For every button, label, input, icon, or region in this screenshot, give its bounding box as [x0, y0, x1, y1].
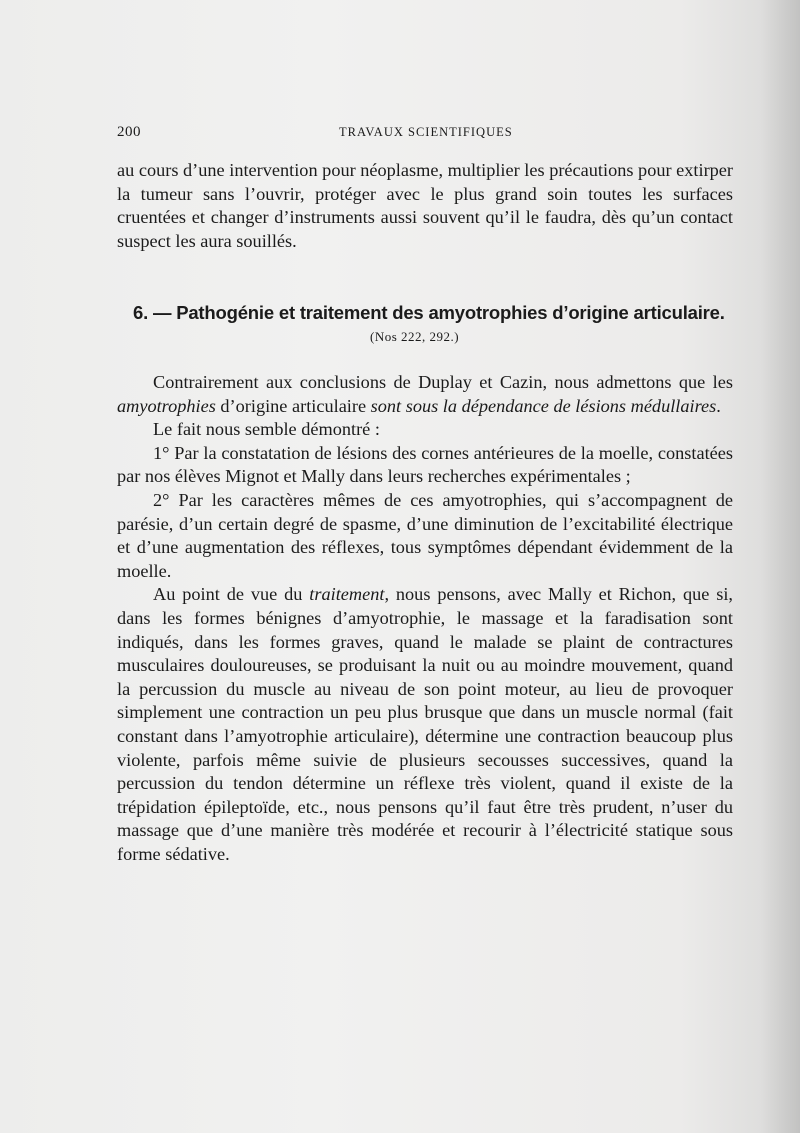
p1-start: Contrairement aux conclusions de Duplay et Cazin, nous admettons que les: [153, 372, 733, 392]
p1-term: amyotrophies: [117, 395, 216, 416]
p1-middle: d’origine articulaire: [215, 395, 371, 416]
body-paragraph-5: [117, 583, 733, 866]
section-reference: (Nos 222, 292.): [370, 329, 460, 344]
p5-start: Au point de vue du: [153, 584, 310, 605]
body-paragraph-2: Le fait nous semble démontré :: [153, 419, 380, 440]
intro-paragraph-block: [117, 159, 733, 253]
page-edge-shadow: [760, 0, 800, 1133]
page-number: 200: [117, 124, 141, 140]
running-title: TRAVAUX SCIENTIFIQUES: [339, 125, 513, 139]
body-paragraph-3: 1° Par la constatation de lésions des cornes antérieures de la moelle, constatées par nos élèves Mignot et Mally dans leurs recherches expérimentales ;: [117, 442, 733, 487]
p1-end: .: [716, 395, 721, 416]
page-header: [117, 124, 727, 144]
body-paragraph-4: 2° Par les caractères mêmes de ces amyotrophies, qui s’accompagnent de parésie, d’un certain degré de spasme, d’une diminution de l’excitabilité électrique et d’une augmentation des réflexes, tous symptômes dépendant évidemment de la moelle.: [117, 489, 733, 581]
intro-paragraph: au cours d’une intervention pour néoplasme, multiplier les précautions pour extirper la tumeur sans l’ouvrir, protéger avec le plus grand soin toutes les surfaces cruentées et changer d’instruments aussi souvent qu’il le faudra, dès qu’un contact suspect les aura souillés.: [117, 160, 733, 251]
p5-term: traitement: [309, 584, 385, 605]
section-body: [117, 371, 733, 866]
section-heading: 6. — Pathogénie et traitement des amyotrophies d’origine articulaire.: [133, 302, 725, 323]
p1-emphasis: sont sous la dépendance de lésions médullaires: [370, 395, 717, 416]
p5-rest: , nous pensons, avec Mally et Richon, que si, dans les formes bénignes d’amyotrophie, le massage et la faradisation sont indiqués, dans les formes graves, quand le malade se plaint de contractures musculaires douloureuses, se produisant la nuit ou au moindre mouvement, quand la percussion du muscle au niveau de son point moteur, au lieu de provoquer simplement une contraction un peu plus brusque que dans un muscle normal (fait constant dans l’amyotrophie articulaire), détermine une contraction beaucoup plus violente, parfois même suivie de plusieurs secousses successives, quand la percussion du tendon détermine un réflexe très violent, quand il existe de la trépidation épileptoïde, etc., nous pensons qu’il faut être très prudent, n’user du massage que d’une manière très modérée et recourir à l’électricité statique sous forme sédative.: [117, 584, 733, 864]
body-paragraph-1: [117, 371, 733, 418]
